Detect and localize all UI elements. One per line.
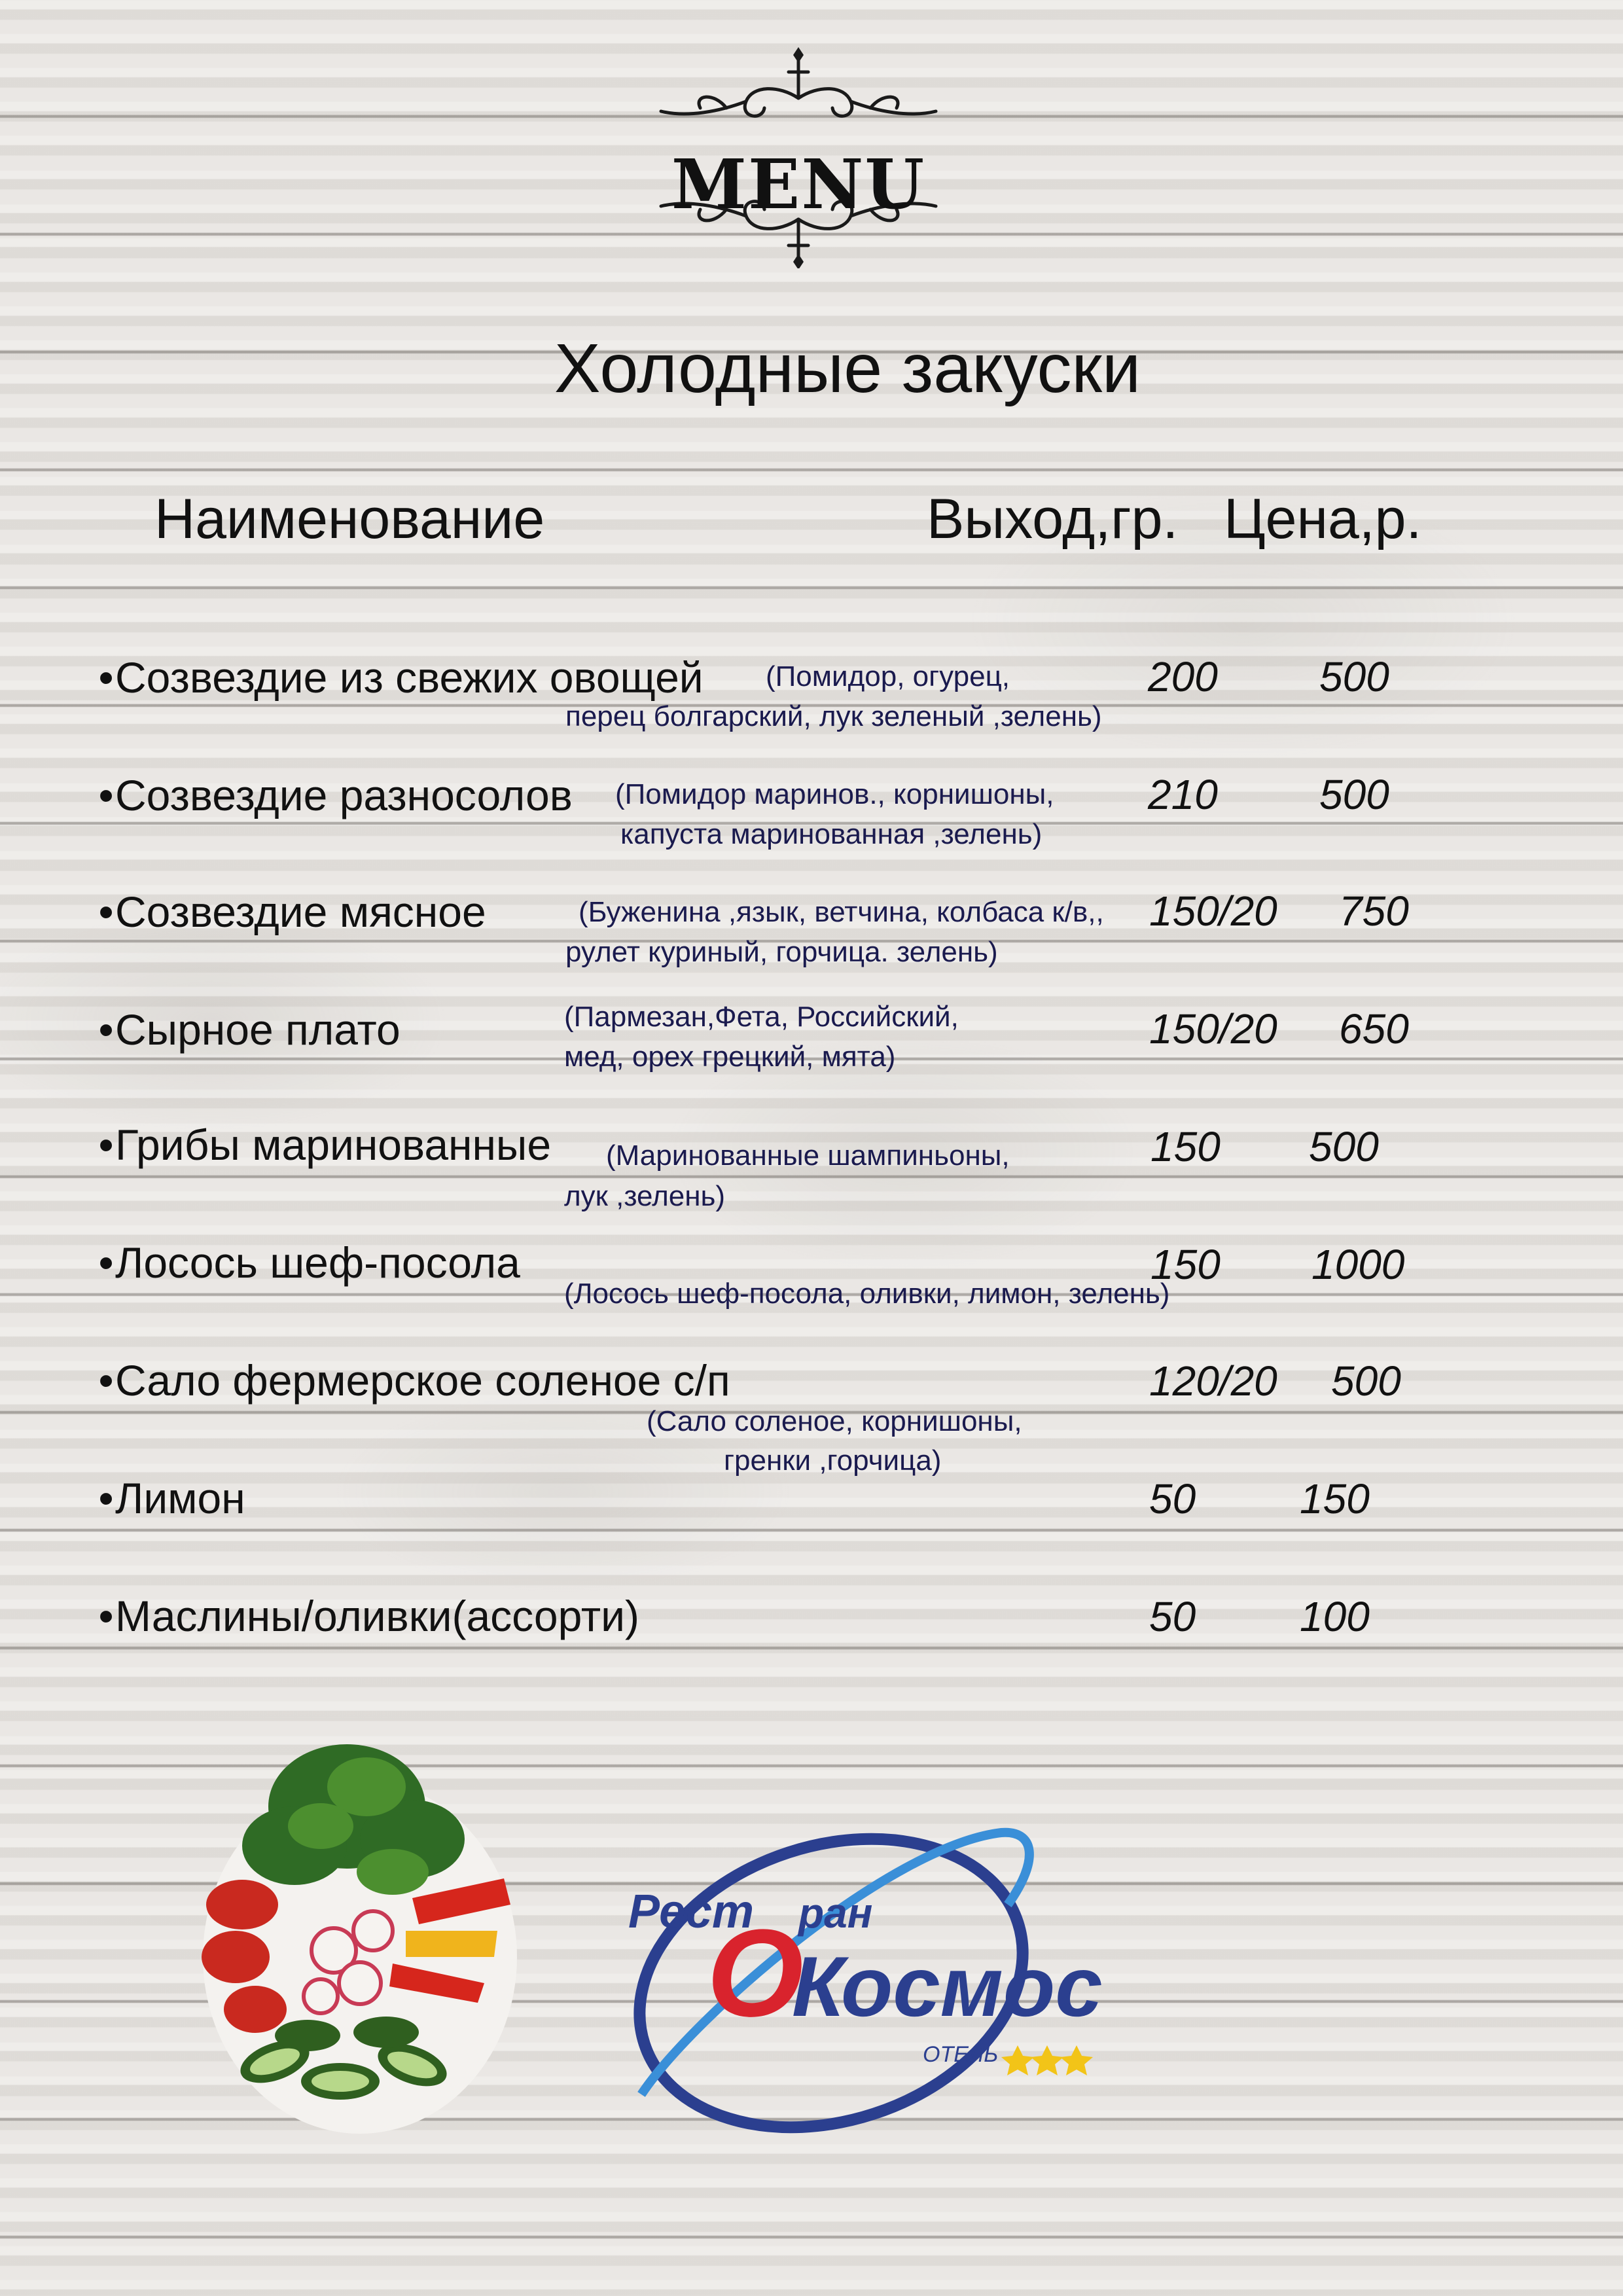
item-name: •Созвездие мясное: [98, 888, 486, 936]
item-price: 750: [1339, 888, 1409, 935]
item-price: 500: [1319, 771, 1389, 818]
item-description: (Буженина ,язык, ветчина, колбаса к/в,,: [579, 896, 1104, 928]
item-description: (Помидор маринов., корнишоны,: [615, 778, 1054, 810]
item-description: капуста маринованная ,зелень): [620, 818, 1043, 850]
item-weight: 50: [1149, 1475, 1196, 1522]
item-weight: 150: [1150, 1241, 1221, 1288]
item-weight: 150/20: [1149, 888, 1277, 935]
item-name: •Сырное плато: [98, 1005, 401, 1054]
item-description: лук ,зелень): [564, 1180, 726, 1212]
column-header-price: Цена,р.: [1224, 488, 1422, 550]
item-description: (Сало соленое, корнишоны,: [647, 1405, 1022, 1437]
item-description: рулет куриный, горчица. зелень): [565, 936, 998, 968]
item-price: 150: [1300, 1475, 1370, 1522]
vegetable-platter-photo: [196, 1734, 524, 2140]
item-description: (Помидор, огурец,: [766, 660, 1010, 692]
item-price: 500: [1331, 1357, 1401, 1405]
logo-text-ran: ран: [798, 1890, 873, 1937]
menu-header: [648, 46, 949, 268]
item-weight: 120/20: [1149, 1357, 1277, 1405]
logo-hotel: ОТЕЛЬ: [923, 2042, 999, 2067]
item-weight: 200: [1148, 653, 1218, 700]
item-name: •Созвездие из свежих овощей: [98, 653, 704, 702]
item-description: (Маринованные шампиньоны,: [606, 1139, 1010, 1172]
menu-word: MENU: [671, 144, 926, 224]
item-description: перец болгарский, лук зеленый ,зелень): [565, 700, 1102, 732]
item-weight: 150: [1150, 1123, 1221, 1170]
item-weight: 50: [1149, 1593, 1196, 1640]
item-price: 500: [1319, 653, 1389, 700]
item-price: 100: [1300, 1593, 1370, 1640]
item-name: •Сало фермерское соленое с/п: [98, 1356, 730, 1405]
item-price: 500: [1309, 1123, 1379, 1170]
item-description: (Пармезан,Фета, Российский,: [564, 1001, 959, 1033]
item-weight: 210: [1148, 771, 1218, 818]
item-price: 650: [1339, 1005, 1409, 1052]
item-price: 1000: [1311, 1241, 1405, 1288]
item-name: •Лосось шеф-посола: [98, 1238, 520, 1287]
restaurant-logo: [615, 1820, 1113, 2134]
logo-text-rest: Рест: [628, 1886, 755, 1938]
item-name: •Маслины/оливки(ассорти): [98, 1592, 639, 1640]
column-header-name: Наименование: [154, 488, 545, 550]
logo-big-o: О: [707, 1904, 804, 2043]
item-name: •Созвездие разносолов: [98, 771, 573, 819]
item-description: мед, орех грецкий, мята): [564, 1041, 896, 1073]
page-title: Холодные закуски: [554, 330, 1141, 407]
item-name: •Грибы маринованные: [98, 1121, 552, 1169]
three-stars-icon: [1001, 2045, 1093, 2075]
logo-brand: Космос: [792, 1939, 1103, 2034]
item-weight: 150/20: [1149, 1005, 1277, 1052]
item-description: гренки ,горчица): [724, 1444, 942, 1477]
item-name: •Лимон: [98, 1474, 245, 1522]
item-description: (Лосось шеф-посола, оливки, лимон, зелень): [564, 1278, 1170, 1310]
column-header-weight: Выход,гр.: [927, 488, 1179, 550]
